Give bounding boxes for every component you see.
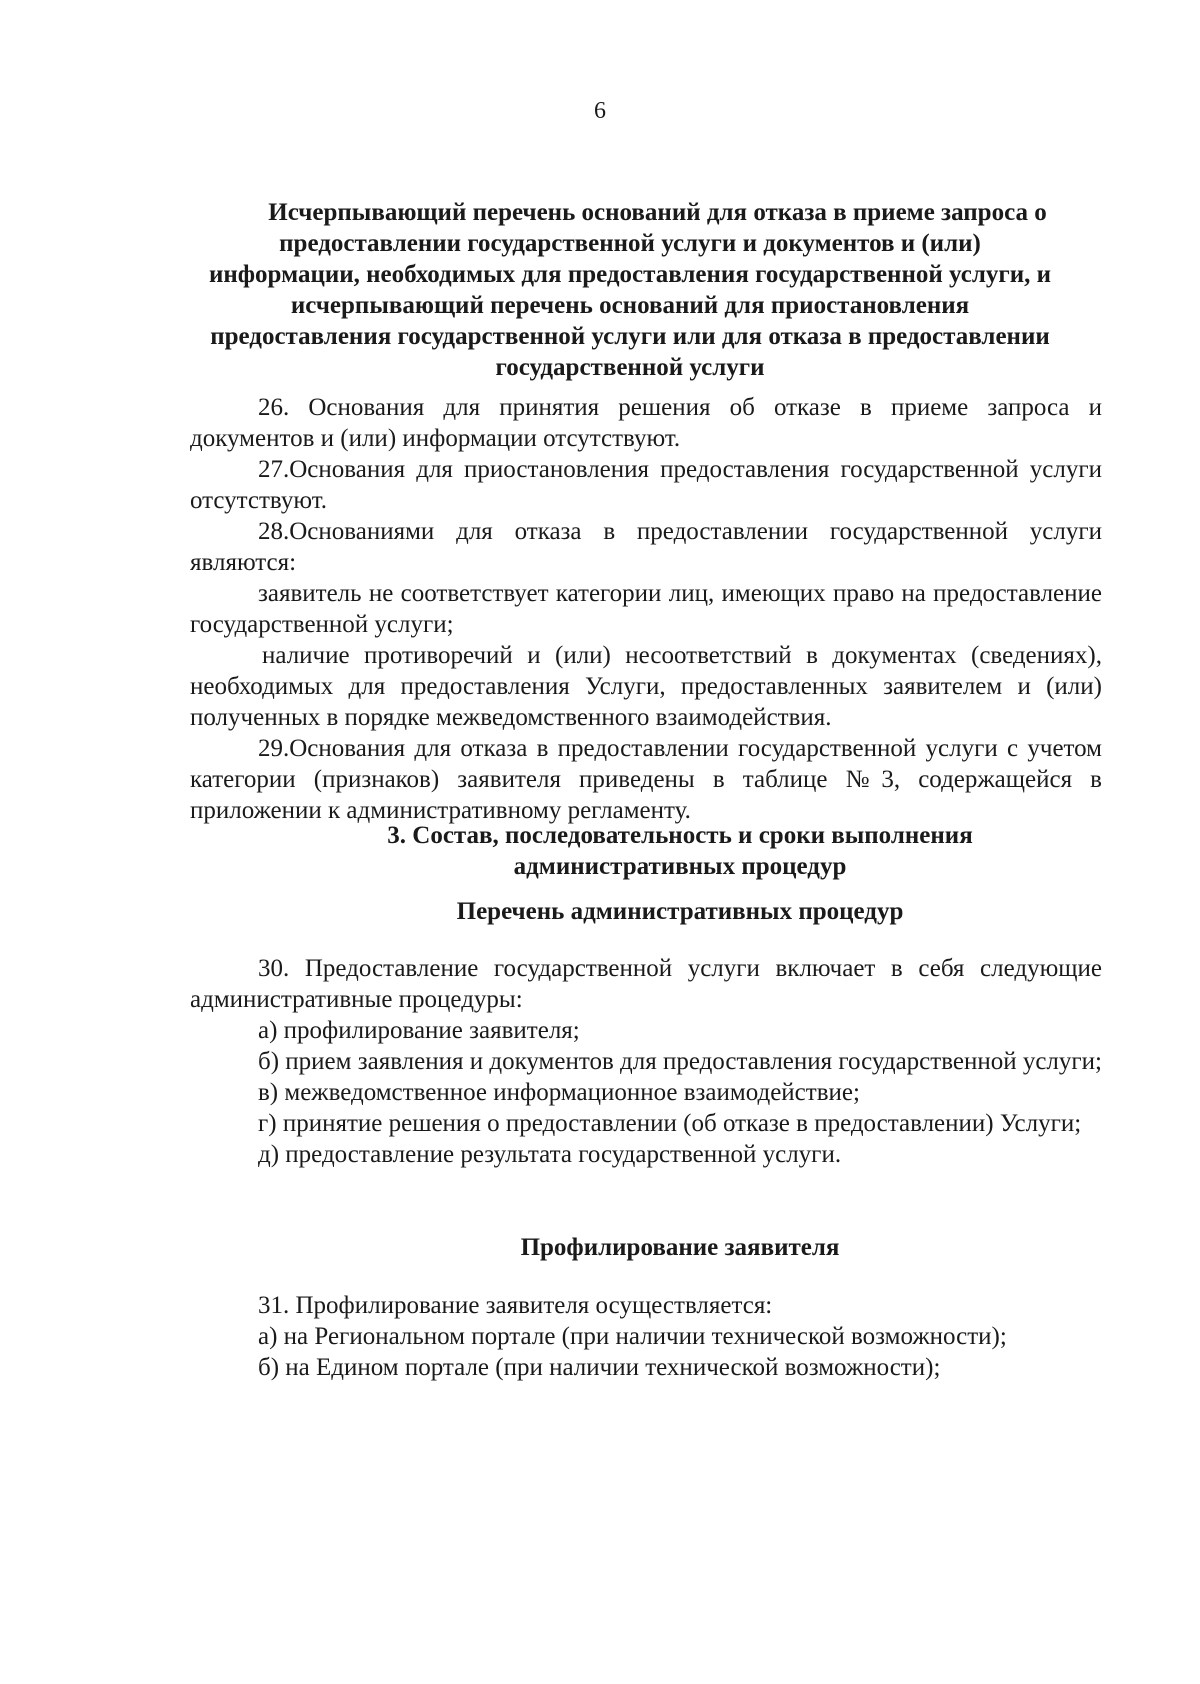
heading-line: предоставления государственной услуги или для отказа в предоставлении (210, 323, 1050, 350)
heading-refusal-grounds (150, 197, 1110, 383)
heading-line: 3. Состав, последовательность и сроки выполнения (387, 822, 973, 849)
heading-line: информации, необходимых для предоставления государственной услуги, и (208, 261, 1052, 288)
section-procedures-paragraphs (190, 953, 1102, 1170)
paragraph-28-item-b: наличие противоречий и (или) несоответствий в документах (сведениях), необходимых для предоставления Услуги, предоставленных заявителем и (или) полученных в порядке межведомственного взаимодействия. (190, 642, 1102, 731)
heading-line: государственной услуги (495, 354, 765, 381)
heading-line: Исчерпывающий перечень оснований для отказа в приеме запроса о (268, 199, 1047, 226)
paragraph-26: 26. Основания для принятия решения об отказе в приеме запроса и документов и (или) информации отсутствуют. (190, 394, 1102, 452)
paragraph-30-item-b: б) прием заявления и документов для предоставления государственной услуги; (258, 1048, 1102, 1075)
page-number: 6 (594, 98, 606, 124)
paragraph-30-item-c: в) межведомственное информационное взаимодействие; (258, 1079, 860, 1106)
paragraph-30: 30. Предоставление государственной услуги включает в себя следующие административные процедуры: (190, 955, 1102, 1013)
paragraph-28: 28.Основаниями для отказа в предоставлении государственной услуги являются: (190, 518, 1102, 576)
heading-section-3 (360, 820, 1000, 882)
heading-line: предоставлении государственной услуги и документов и (или) (279, 230, 981, 257)
heading-line: административных процедур (513, 853, 847, 880)
section-refusal-paragraphs (190, 392, 1102, 826)
paragraph-30-item-a: а) профилирование заявителя; (258, 1017, 580, 1044)
heading-procedures-list: Перечень административных процедур (456, 898, 904, 925)
section-profiling-paragraphs (190, 1290, 1102, 1383)
paragraph-30-item-e: д) предоставление результата государственной услуги. (258, 1141, 842, 1168)
paragraph-31-item-b: б) на Едином портале (при наличии технической возможности); (258, 1354, 941, 1381)
paragraph-27: 27.Основания для приостановления предоставления государственной услуги отсутствуют. (190, 456, 1102, 514)
heading-applicant-profiling: Профилирование заявителя (520, 1234, 840, 1261)
heading-line: исчерпывающий перечень оснований для приостановления (290, 292, 970, 319)
paragraph-28-item-a: заявитель не соответствует категории лиц, имеющих право на предоставление государственной услуги; (190, 580, 1102, 638)
paragraph-31-item-a: а) на Региональном портале (при наличии технической возможности); (258, 1323, 1007, 1350)
paragraph-31: 31. Профилирование заявителя осуществляется: (258, 1292, 773, 1319)
paragraph-30-item-d: г) принятие решения о предоставлении (об отказе в предоставлении) Услуги; (258, 1110, 1082, 1137)
paragraph-29: 29.Основания для отказа в предоставлении государственной услуги с учетом категории (признаков) заявителя приведены в таблице №3, содержащейся в приложении к административному регламенту. (190, 735, 1102, 824)
